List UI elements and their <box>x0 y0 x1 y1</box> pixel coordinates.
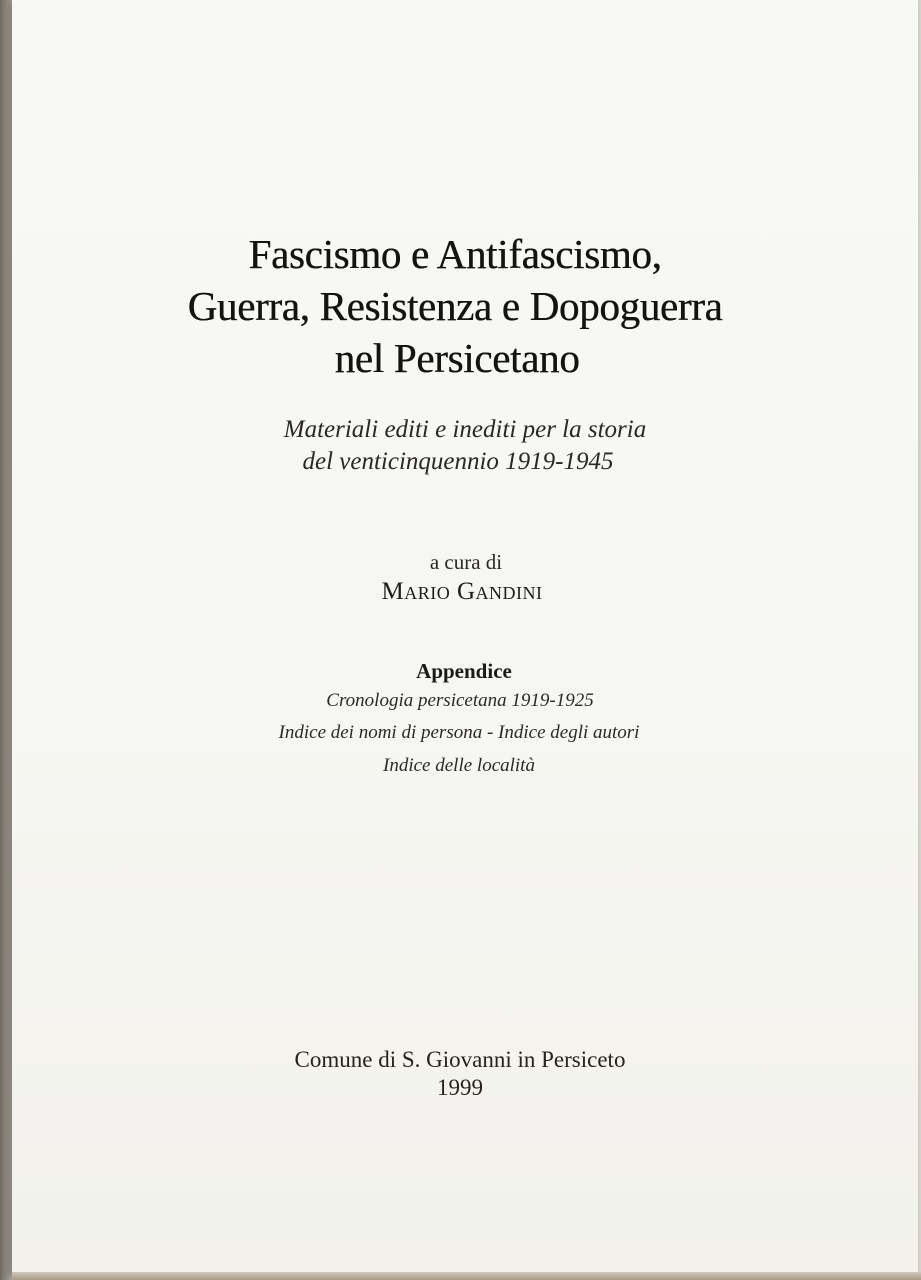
book-title-line-1: Fascismo e Antifascismo, <box>248 231 662 277</box>
appendix-item-chronology: Cronologia persicetana 1919-1925 <box>326 690 594 711</box>
publication-year: 1999 <box>437 1075 483 1100</box>
curator-label: a cura di <box>429 550 503 574</box>
book-title-line-2: Guerra, Resistenza e Dopoguerra <box>187 283 723 329</box>
title-page <box>12 0 918 1276</box>
book-subtitle <box>12 414 918 478</box>
book-title <box>12 228 918 384</box>
page-bottom-edge <box>12 1272 921 1280</box>
publisher-name: Comune di S. Giovanni in Persiceto <box>294 1047 626 1072</box>
book-subtitle-line-1: Materiali editi e inediti per la storia <box>283 416 647 443</box>
curator-name: Mario Gandini <box>381 578 543 605</box>
appendix-item-place-index: Indice delle località <box>383 755 535 776</box>
book-subtitle-line-2: del venticinquennio 1919-1945 <box>302 448 614 475</box>
appendix-item-name-index: Indice dei nomi di persona - Indice degli autori <box>278 722 640 743</box>
book-title-line-3: nel Persicetano <box>334 335 580 381</box>
appendix-heading: Appendice <box>416 659 512 683</box>
